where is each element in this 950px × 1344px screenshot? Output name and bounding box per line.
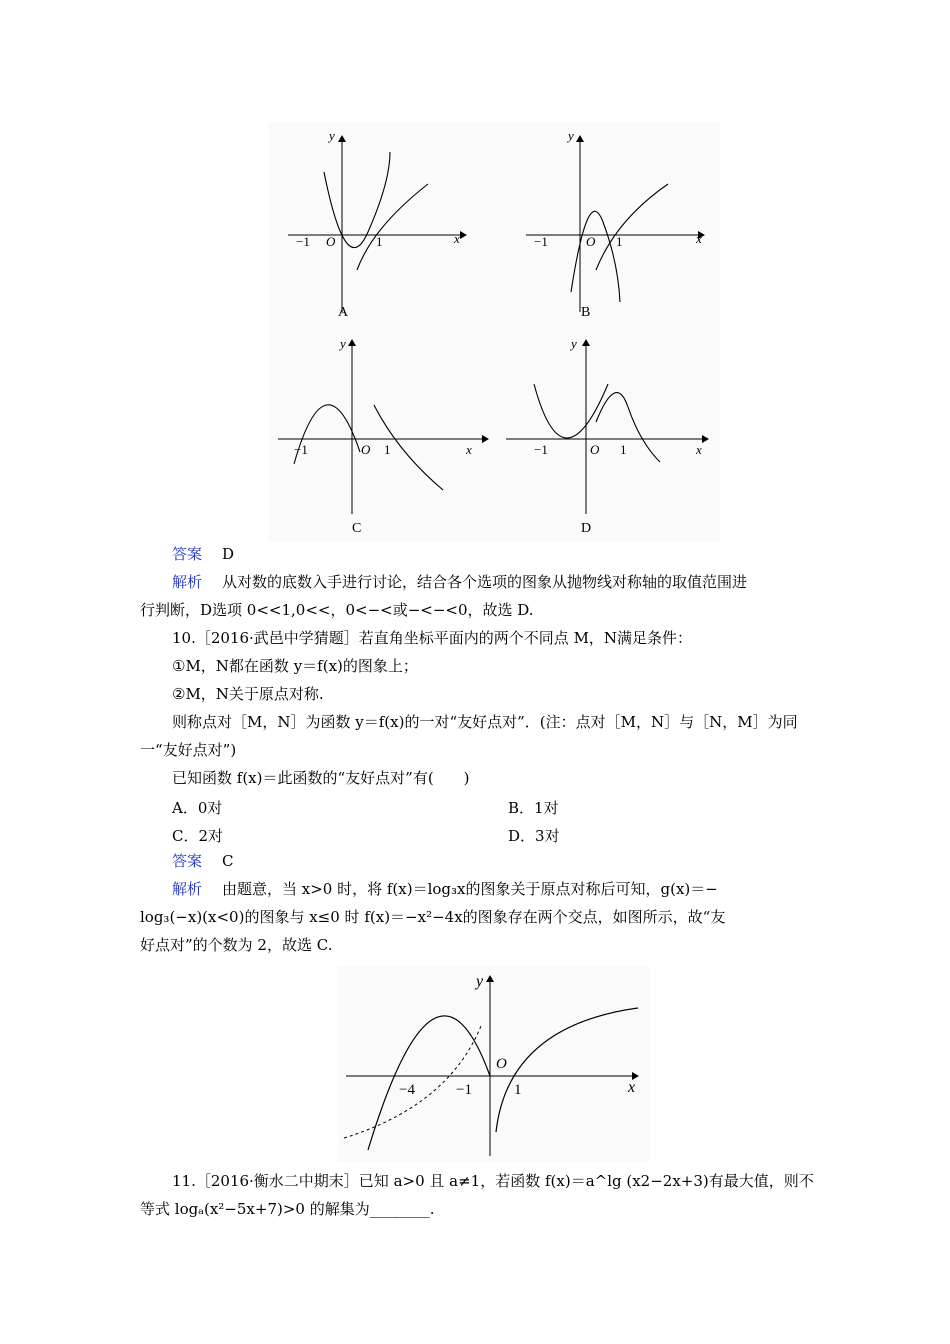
q10-def-line2 <box>0 737 950 763</box>
graph-b-caption: B <box>581 305 591 320</box>
q10-question: 已知函数 f(x)＝此函数的“友好点对”有( ) <box>172 769 470 787</box>
option-graphs-figure <box>268 122 720 542</box>
q10-definition-1: 则称点对［M，N］为函数 y＝f(x)的一对“友好点对”．(注：点对［M，N］与［N，M］为同 <box>172 713 798 731</box>
q9-analysis-text1: 从对数的底数入手进行讨论，结合各个选项的图象从抛物线对称轴的取值范围进 <box>222 573 748 591</box>
q10-definition-2: 一“友好点对”) <box>140 741 237 759</box>
q9-analysis-line1 <box>0 569 950 595</box>
graph-c-axis-y: y <box>340 336 346 351</box>
q10-answer-label: 答案 <box>172 852 203 870</box>
q11-line1 <box>0 1168 950 1194</box>
q9-analysis-line2 <box>0 597 950 623</box>
q9-analysis-text2: 行判断，D选项 0<<1,0<<，0<−<或−<−<0，故选 D. <box>140 601 534 619</box>
q10-analysis-text2: log₃(−x)(x<0)的图象与 x≤0 时 f(x)＝−x²−4x的图象存在两个交点，如图所示，故“友 <box>140 908 726 926</box>
graph-b-tick-neg1: −1 <box>534 234 548 249</box>
graph-a-caption: A <box>338 305 349 320</box>
q10-condition-2: ②M，N关于原点对称. <box>172 685 324 703</box>
q10-answer-value: C <box>222 852 234 870</box>
graph2-tick-1: 1 <box>514 1082 522 1098</box>
q10-option-c: C．2对 <box>172 827 224 845</box>
graph-d-tick-1: 1 <box>620 442 627 457</box>
q10-option-d: D．3对 <box>508 827 560 845</box>
q11-line2 <box>0 1196 950 1222</box>
q10-analysis-line2 <box>0 904 950 930</box>
graph-panel-d <box>506 336 708 536</box>
graph-c-axis-x: x <box>466 442 472 457</box>
graph-panel-a <box>288 128 466 320</box>
graph-d-caption: D <box>581 521 592 536</box>
q10-analysis-label: 解析 <box>172 880 203 898</box>
graph-d-axis-x: x <box>696 442 702 457</box>
graph2-axis-y: y <box>476 973 484 990</box>
q10-cond1-line <box>0 653 950 679</box>
graph-c-origin: O <box>361 442 371 457</box>
graph-c-tick-1: 1 <box>384 442 391 457</box>
graph2-tick-neg4: −4 <box>399 1082 415 1098</box>
q10-stem: 10.［2016·武邑中学猜题］若直角坐标平面内的两个不同点 M，N满足条件： <box>172 629 693 647</box>
graph-b-axis-y: y <box>568 128 574 143</box>
graph2-origin: O <box>496 1056 507 1072</box>
q11-text2: 等式 logₐ(x²−5x+7)>0 的解集为________. <box>140 1200 435 1218</box>
q9-answer-value: D <box>222 545 235 563</box>
graph-a-axis-x: x <box>454 231 460 246</box>
intersection-graph-figure <box>338 966 650 1162</box>
q10-analysis-line1 <box>0 876 950 902</box>
q10-cond2-line <box>0 681 950 707</box>
q10-option-a: A．0对 <box>172 799 223 817</box>
graph-d-tick-neg1: −1 <box>534 442 548 457</box>
graph-c-caption: C <box>352 521 362 536</box>
q9-analysis-label: 解析 <box>172 573 203 591</box>
graph-b-tick-1: 1 <box>616 234 623 249</box>
q10-question-line <box>0 765 950 791</box>
graph-d-axis-y: y <box>571 336 577 351</box>
graph-a-origin: O <box>326 234 336 249</box>
graph-b-origin: O <box>586 234 596 249</box>
q10-analysis-text3: 好点对”的个数为 2，故选 C. <box>140 936 333 954</box>
q10-condition-1: ①M，N都在函数 y＝f(x)的图象上； <box>172 657 418 675</box>
graph-panel-b <box>526 128 704 320</box>
q11-text1: 11.［2016·衡水二中期末］已知 a>0 且 a≠1，若函数 f(x)＝a^lg (x2−2x+3)有最大值，则不 <box>172 1172 814 1190</box>
q10-analysis-line3 <box>0 932 950 958</box>
graph-d-origin: O <box>590 442 600 457</box>
q9-answer-label: 答案 <box>172 545 203 563</box>
q9-answer-line <box>0 541 950 567</box>
graph-a-tick-1: 1 <box>376 234 383 249</box>
graph-panel-c <box>278 336 488 536</box>
q10-def-line1 <box>0 709 950 735</box>
q10-answer-line <box>0 848 950 874</box>
graph-a-tick-neg1: −1 <box>296 234 310 249</box>
graph2-tick-neg1: −1 <box>456 1082 472 1098</box>
graph2-axis-x: x <box>628 1079 636 1096</box>
graph-c-tick-neg1: −1 <box>294 442 308 457</box>
graph-b-axis-x: x <box>696 231 702 246</box>
graph-a-axis-y: y <box>329 128 335 143</box>
q10-option-b: B．1对 <box>508 799 559 817</box>
q10-stem-line <box>0 625 950 651</box>
q10-analysis-text1: 由题意，当 x>0 时，将 f(x)＝log₃x的图象关于原点对称后可知，g(x)＝− <box>222 880 718 898</box>
